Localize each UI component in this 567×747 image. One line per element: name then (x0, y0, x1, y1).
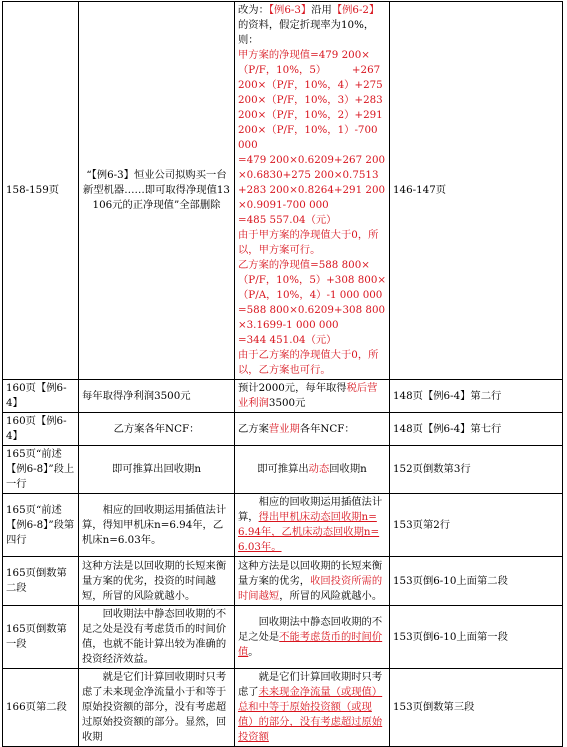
ref-page-cell: 146-147页 (390, 2, 563, 380)
revised-text-cell: 这种方法是以回收期的长短来衡量方案的优劣，收回投资所需的时间越短，所冒的风险就越小。 (235, 557, 390, 606)
revised-formula-line: 由于乙方案的净现值大于0，所以，乙方案也可行。 (238, 349, 379, 376)
revised-text-cell: 相应的回收期运用插值法计算，得出甲机床动态回收期n=6.94年，乙机床动态回收期n=6.03年。 (235, 494, 390, 557)
revised-text-cell: 即可推算出动态回收期n (235, 446, 390, 494)
page-cell: 165页倒数第二段 (3, 557, 79, 606)
table-row (3, 606, 563, 669)
page-cell: 160页【例6-4】 (3, 413, 79, 446)
revised-intro: 改为：【例6-3】沿用【例6-2】的资料，假定折现率为10%，则： (238, 4, 380, 46)
page-cell: 158-159页 (3, 2, 79, 380)
original-text-cell: 这种方法是以回收期的长短来衡量方案的优劣，投资的时间越短，所冒的风险就越小。 (79, 557, 235, 606)
ref-page-cell: 153页倒6-10上面第一段 (390, 606, 563, 669)
ref-page-cell: 148页【例6-4】第二行 (390, 380, 563, 413)
table-row (3, 380, 563, 413)
page-cell: 165页倒数第一段 (3, 606, 79, 669)
original-text-cell: 就是它们计算回收期时只考虑了未来现金净流量小于和等于原始投资额的部分，没有考虑超过原始投资额的部分。显然，回收期 (79, 669, 235, 747)
page-cell: 160页【例6-4】 (3, 380, 79, 413)
original-text-cell: 回收期法中静态回收期的不足之处是没有考虑货币的时间价值，也就不能计算出较为准确的投资经济效益。 (79, 606, 235, 669)
page-cell: 165页“前述【例6-8】”段第四行 (3, 494, 79, 557)
ref-page-cell: 148页【例6-4】第七行 (390, 413, 563, 446)
errata-table (2, 1, 563, 747)
revised-text-cell: 就是它们计算回收期时只考虑了未来现金净流量（或现值）总和中等于原始投资额（或现值）的部分，没有考虑超过原始投资额 (235, 669, 390, 747)
table-row (3, 446, 563, 494)
table-row (3, 2, 563, 380)
ref-page-cell: 153页第2行 (390, 494, 563, 557)
revised-formula-line: =588 800×0.6209+308 800×3.1699-1 000 000 (238, 304, 386, 331)
revised-text-cell (235, 2, 390, 380)
revised-text-cell: 回收期法中静态回收期的不足之处是不能考虑货币的时间价值。 (235, 606, 390, 669)
table-row (3, 413, 563, 446)
ref-page-cell: 152页倒数第3行 (390, 446, 563, 494)
original-text-cell: 即可推算出回收期n (79, 446, 235, 494)
table-row (3, 494, 563, 557)
table-row (3, 557, 563, 606)
revised-text-cell: 乙方案营业期各年NCF： (235, 413, 390, 446)
revised-formula-line: 由于甲方案的净现值大于0，所以，甲方案可行。 (238, 229, 379, 256)
original-text-cell: 相应的回收期运用插值法计算，得知甲机床n=6.94年，乙机床n=6.03年。 (79, 494, 235, 557)
table-row (3, 669, 563, 747)
revised-formula-line: =485 557.04（元） (238, 214, 337, 226)
revised-formula-line: 乙方案的净现值=588 800×（P/F，10%，5）+308 800×（P/A，10%，4）-1 000 000 (238, 259, 387, 301)
revised-text-cell: 预计2000元，每年取得税后营业利润3500元 (235, 380, 390, 413)
page-cell: 166页第二段 (3, 669, 79, 747)
original-text-cell: “【例6-3】恒业公司拟购买一台新型机器……即可取得净现值13106元的正净现值”全部删除 (79, 2, 235, 380)
original-text-cell: 乙方案各年NCF： (79, 413, 235, 446)
revised-formula-line: =479 200×0.6209+267 200×0.6830+275 200×0.7513+283 200×0.8264+291 200×0.9091-700 000 (238, 154, 386, 211)
ref-page-cell: 153页倒6-10上面第二段 (390, 557, 563, 606)
page-cell: 165页“前述【例6-8】”段上一行 (3, 446, 79, 494)
revised-formula-line: =344 451.04（元） (238, 334, 337, 346)
revised-formula-line: 甲方案的净现值=479 200×（P/F，10%，5） +267 200×（P/F，10%，4）+275 200×（P/F，10%，3）+283 200×（P/F，10%，2）+291 200×（P/F，10%，1）-700 000 (238, 49, 383, 151)
ref-page-cell: 153页倒数第三段 (390, 669, 563, 747)
original-text-cell: 每年取得净利润3500元 (79, 380, 235, 413)
